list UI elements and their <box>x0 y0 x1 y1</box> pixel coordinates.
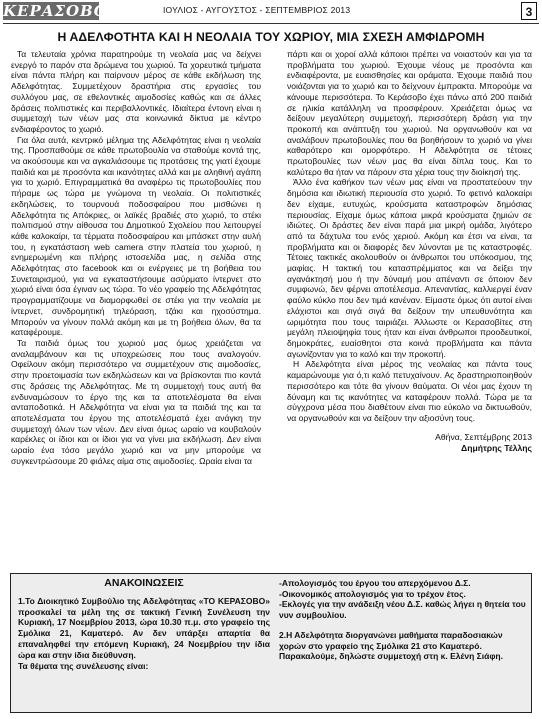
article-column-right <box>287 49 532 565</box>
announcement-topic: -Απολογισμός του έργου του απερχόμενου Δ.Σ. <box>279 578 471 588</box>
announcements-title: ΑΝΑΚΟΙΝΩΣΕΙΣ <box>104 577 184 589</box>
newspaper-logo: ΚΕΡΑΣΟΒΟ <box>3 2 108 20</box>
announcement-topics-label: Τα θέματα της συνέλευσης είναι: <box>18 661 149 672</box>
announcements-right <box>279 578 526 662</box>
article-paragraph: Για όλα αυτά, κεντρικό μέλημα της Αδελφότητας είναι η νεολαία της. Προσπαθούμε σε κάθε πρωτοβουλία να σταθούμε κοντά της, να ακούσουμε και να αγκαλιάσουμε τις προτάσεις της γιατί έχουμε παιδιά και με προσόντα και ικανότητες αλλά και με αληθινή αγάπη για το χωριό. Επιγραμματικά θα αναφέρω τις πρωτοβουλίες που πήραμε ως τώρα με γνώμονα τη νεολαία. Οι πολιτιστικές εκδηλώσεις, το τουρνουά ποδοσφαίρου που μισθώνει η Αδελφότητα τις Απόκριες, οι λαϊκές βραδιές στο χωριό, το στέκι πολιτισμού στην αίθουσα του Δημοτικού Σχολείου που λειτουργεί κάθε καλοκαίρι, τα τέρματα ποδοσφαίρου και μπάσκετ στην αυλή του, η εγκατάσταση web camera στην πλατεία του χωριού, η ενημερωμένη και πλήρης ιστοσελίδα μας, η σελίδα στης Αδελφότητας στο facebook και οι ενέργειες με τη βοήθεια του Συνεταιρισμού, για να εγκαταστήσουμε ασύρματο ίντερνετ στο χωριό είναι όσα έγιναν ως τώρα. Το νέο γραφείο της Αδελφότητας προγραμματίζουμε να διαμορφωθεί σε στέκι για την νεολαία με ίντερνετ, συνδρομητική τηλεόραση, τζάκι και ηχοσύστημα. Μπορούν να γίνουν πολλά ακόμη και με τη βοήθεια όλων, θα τα καταφέρουμε. <box>11 134 261 338</box>
article-column-left <box>11 49 261 565</box>
announcement-topic: -Εκλογές για την ανάδειξη νέου Δ.Σ. καθώς λήγει η θητεία του νυν συμβουλίου. <box>279 599 526 621</box>
article-paragraph: Τα τελευταία χρόνια παρατηρούμε τη νεολαία μας να δείχνει ενεργό το παρόν στα δρώμενα του χωριού. Τα χορευτικά τμήματα είναι πάντα πλήρη και παίρνουν μέρος σε κάθε εκδήλωση της Αδελφότητας. Συμμετέχουν δραστήρια στις εργασίες του συλλόγου μας, σε εθελοντικές αιμοδοσίες καθώς και σε άλλες δράσεις πολιτιστικές και περιβαλλοντικές. Ιδιαίτερα έντονη είναι η συμμετοχή των νέων μας στα κοινωνικά δίκτυα με κέντρο ενδιαφέροντος το χωριό. <box>11 49 261 134</box>
signature-place-date: Αθήνα, Σεπτέμβρης 2013 <box>435 431 532 442</box>
announcements-left <box>18 574 270 672</box>
article-paragraph: Τα παιδιά όμως του χωριού μας όμως χρειάζεται να αναλαμβάνουν και τις υποχρεώσεις που τους αναλογούν. Οφείλουν ακόμη περισσότερο να συμμετέχουν στις αιμοδοσίες, στην προετοιμασία των εκδηλώσεων και να βρίσκονται πιο κοντά στις δράσεις της Αδελφότητας. Με τη συμμετοχή τους αυτή θα ενδυναμώσουν το έργο της και τα αποτελέσματα θα είναι ανταποδοτικά. Η Αδελφότητα να είναι για τα παιδιά της και τα αποτελέσματα του έργου της αποτελέσματά έχει ανάγκη την συμμετοχή όλων των νέων. Δεν είναι όμως ωραίο να κουβαλούν καρέκλες οι ίδιοι και οι ίδιοι για να γίνει μια εκδήλωση. Δεν είναι ωραίο ένα τόσο μεγάλο χωριό και να μην μπορούμε να συγκεντρώσουμε 20 φιάλες αίμα στις αιμοδοσίες. Ωραία είναι τα <box>11 337 261 466</box>
announcements-box <box>10 573 532 713</box>
article-paragraph: Άλλο ένα καθήκον των νέων μας είναι να προστατεύουν την δημόσια και ιδιωτική περιουσία στο χωριό. Το φετινό καλοκαίρι δεν είχαμε, ευτυχώς, κρούσματα καταστροφών δημόσιας περιουσίας. Είχαμε όμως κάποια μικρά κρούσματα ζημιών σε ιδιώτες. Οι δράστες δεν είναι παρά μια μικρή ομάδα, λιγότερο από τα δάχτυλα του ενός χεριού. Ακόμη και έτσι να είναι, τα προβλήματα και οι διαφορές δεν λύνονται με τις καταστροφές. Τέτοιες τακτικές ακολουθούν οι άνθρωποι του υπόκοσμου, της μαφίας. Η τακτική του κατασπρέμματος και να δείξει την αγανάκτησή μου ή την δύναμή μου απέναντι σε όποιον δεν συμφωνώ, δεν φέρνει αποτέλεσμα. Απεναντίας, καλλιεργεί έναν φαύλο κύκλο που δεν τιμά κανέναν. Είμαστε όμως ότι αυτοί είναι ελάχιστοι και σιγά σιγά θα δείξουν την υπευθυνότητα και ωριμότητα που τους ταιριάζει. Άλλωστε οι Κερασοβίτες στη μεγάλη πλειοψηφία τους ήταν και είναι άνθρωποι προοδευτικοί, δημοκράτες, ευαίσθητοι στα κοινά προβλήματα και πάντα αγωνίζονταν για το καλό και την προκοπή. <box>287 177 532 359</box>
masthead <box>3 2 539 22</box>
article-paragraph: πάρτι και οι χοροί αλλά κάποιοι πρέπει να νοιαστούν και για τα προβλήματα του χωριού. Έχουμε νέους με προσόντα και ενδιαφέροντα, με ευαισθησίες και οράματα. Έχουμε παιδιά που νοιάζονται για το χωριό και το δείχνουν έμπρακτα. Μπορούμε να κάνουμε περισσότερα. Το Κεράσοβο έχει πάνω από 200 παιδιά σε ηλικία κατάλληλη να προσφέρουν. Χρειάζεται όμως να δείξουν μεγαλύτερη συμμετοχή, περισσότερη δράση για την προκοπή και ανάπτυξη του χωριού. Να οργανωθούν και να αναλάβουν πρωτοβουλίες που θα βοηθήσουν το χωριό να γίνει καθαρότερο και ομορφότερο. Η Αδελφότητα σε τέτοιες πρωτοβουλίες των νέων μας θα είναι δίπλα τους. Και το καλύτερο θα ήταν να πάρουν στα χέρια τους την διοίκησή της. <box>287 49 532 177</box>
announcement-contact: Παρακαλούμε, δηλώστε συμμετοχή στη κ. Ελένη Σιάφη. <box>279 651 503 662</box>
article-paragraph: Η Αδελφότητα είναι μέρος της νεολαίας και πάντα τους καμαρώνουμε για ό,τι καλό πετυχαίνουν. Ας δραστηριοποιηθούν περισσότερο και τότε θα γίνουν θαύματα. Οι νέοι μας έχουν τη δύναμη και τις ικανότητες να καταφέρουν πολλά. Τώρα με τα σύγχρονα μέσα που διαθέτουν είναι πιο εύκολο να δικτυωθούν, να οργανωθούν και να δείξουν την αξιοσύνη τους. <box>287 359 532 423</box>
article-signature <box>287 432 532 454</box>
announcement-item-1: 1.Το Διοικητικό Συμβούλιο της Αδελφότητας «ΤΟ ΚΕΡΑΣΟΒΟ» προσκαλεί τα μέλη της σε τακτική Γενική Συνέλευση την Κυριακή, 17 Νοεμβρίου 2013, ώρα 10.30 π.μ. στο γραφείο της Σμόλικα 21, Καματερό. Αν δεν υπάρξει απαρτία θα επαναληφθεί την επόμενη Κυριακή, 24 Νοεμβρίου την ίδια ώρα και στην ίδια διεύθυνση. <box>18 596 270 660</box>
article-headline: Η ΑΔΕΛΦΟΤΗΤΑ ΚΑΙ Η ΝΕΟΛΑΙΑ ΤΟΥ ΧΩΡΙΟΥ, ΜΙΑ ΣΧΕΣΗ ΑΜΦΙΔΡΟΜΗ <box>57 30 485 44</box>
issue-date: ΙΟΥΛΙΟΣ - ΑΥΓΟΥΣΤΟΣ - ΣΕΠΤΕΜΒΡΙΟΣ 2013 <box>163 5 351 15</box>
masthead-divider <box>3 23 539 24</box>
announcement-item-2: 2.Η Αδελφότητα διοργανώνει μαθήματα παραδοσιακών χορών στο γραφείο της Σμόλικα 21 στο Καματερό. <box>279 629 503 651</box>
announcement-topic: -Οικονομικός απολογισμός για το τρέχον έτος. <box>279 588 466 599</box>
page-number: 3 <box>521 2 537 20</box>
signature-author: Δημήτρης Τέλλης <box>461 442 532 453</box>
